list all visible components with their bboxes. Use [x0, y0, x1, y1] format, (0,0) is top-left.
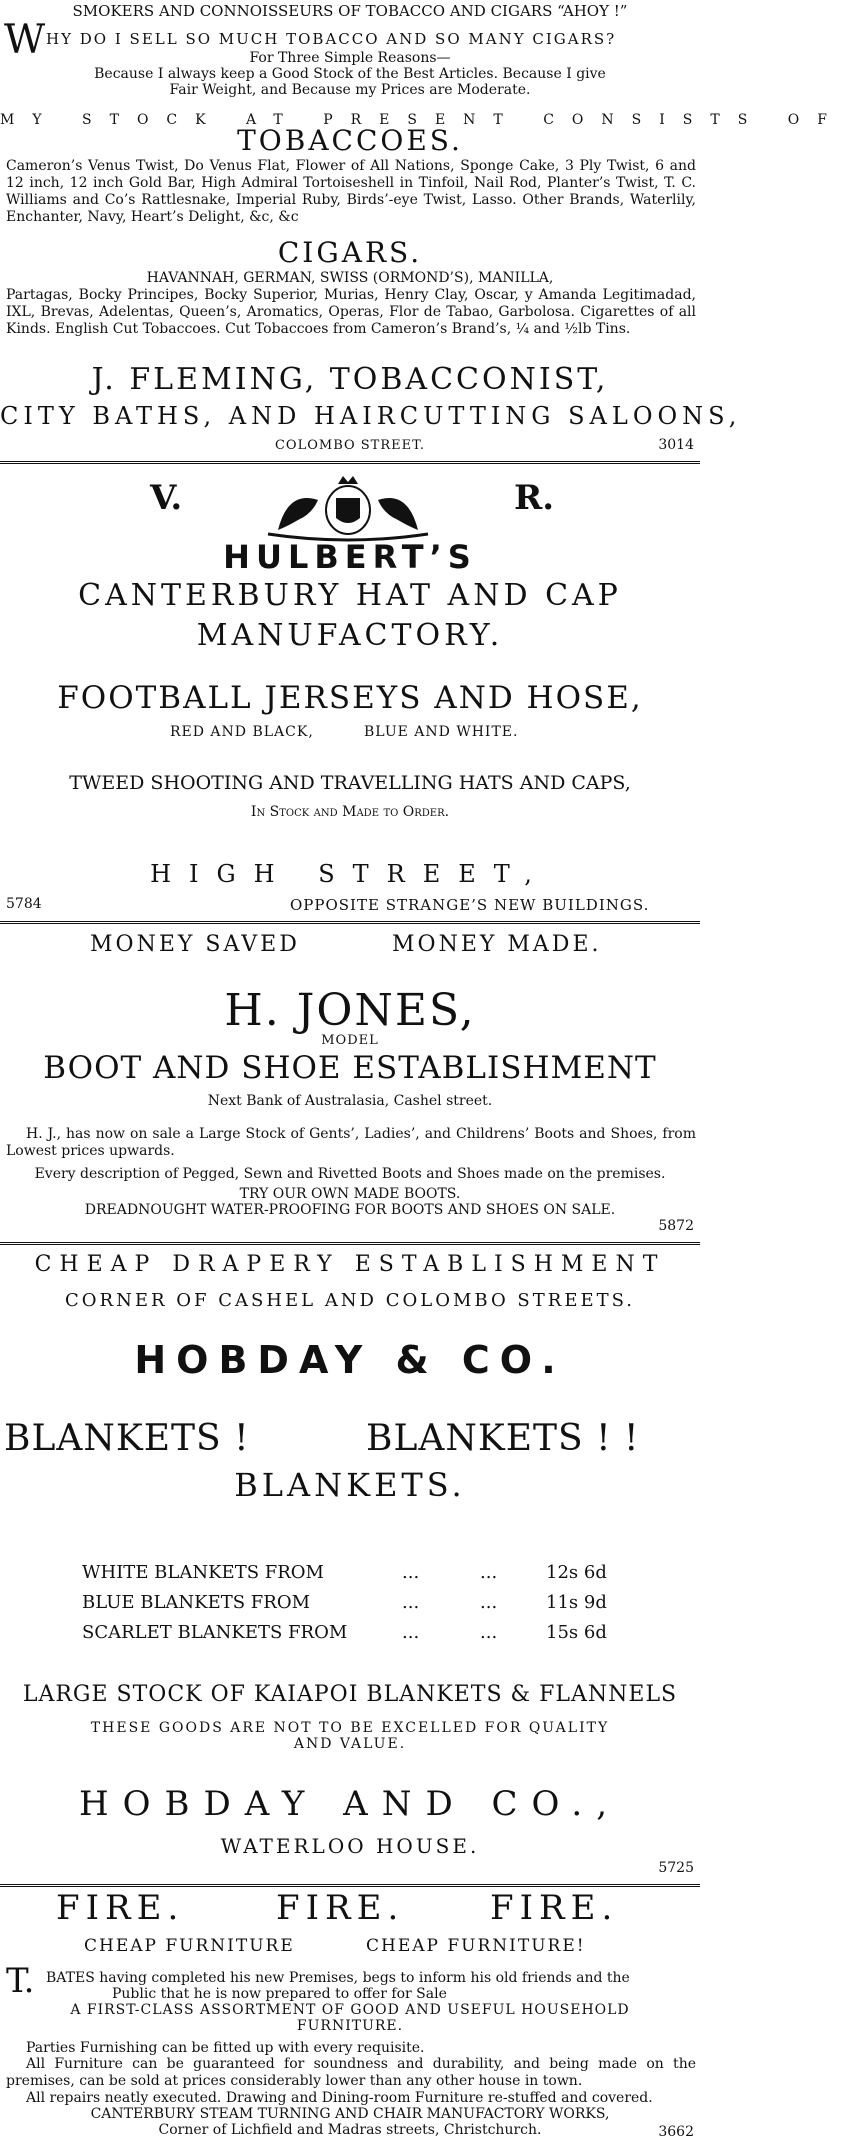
parties-line: Parties Furnishing can be fitted up with every requisite. [26, 2040, 425, 2056]
bates-drop-initial: T. [6, 1961, 35, 2001]
blanket-price-list [82, 1562, 642, 1652]
jones-name: H. JONES, [224, 985, 476, 1036]
price-dots: ... [480, 1622, 498, 1643]
jones-para-1: H. J., has now on sale a Large Stock of Gents’, Ladies’, and Childrens’ Boots and Shoes, from Lowest prices upwards. [6, 1126, 696, 1159]
stock-line: MY STOCK AT PRESENT CONSISTS OF [0, 112, 845, 128]
fleming-name: J. FLEMING, TOBACCONIST, [91, 362, 609, 397]
divider [0, 1242, 700, 1245]
fire-1: FIRE. [56, 1888, 185, 1928]
cigar-list: Partagas, Bocky Principes, Bocky Superior, Murias, Henry Clay, Oscar, y Amanda Legitimadad, IXL, Brevas, Adelentas, Queen’s, Aromatics, Operas, Flor de Tabao, Garbolosa. Cigarettes of all Kinds. English Cut Tobaccoes. Cut Tobaccoes from Cameron’s Brand’s, ¼ and ½lb Tins. [6, 287, 696, 337]
steam-works: CANTERBURY STEAM TURNING AND CHAIR MANUFACTORY WORKS, [90, 2106, 610, 2122]
ad-ref-number: 5725 [658, 1860, 694, 1876]
reasons-line-2: Fair Weight, and Because my Prices are Moderate. [169, 82, 531, 98]
assortment-line-2: FURNITURE. [296, 2018, 404, 2034]
divider [0, 1884, 700, 1887]
boot-title: BOOT AND SHOE ESTABLISHMENT [43, 1050, 657, 1086]
in-stock-line: In Stock and Made to Order. [250, 804, 450, 820]
fleming-address: COLOMBO STREET. [274, 438, 426, 453]
hobday-brand: HOBDAY & CO. [134, 1338, 566, 1382]
cigars-title: CIGARS. [277, 236, 423, 269]
hobday-name: HOBDAY AND CO., [78, 1784, 622, 1824]
quality-line-1: THESE GOODS ARE NOT TO BE EXCELLED FOR QUALITY [90, 1720, 610, 1736]
money-made: MONEY MADE. [392, 932, 602, 957]
try-boots: TRY OUR OWN MADE BOOTS. [239, 1186, 461, 1202]
price-dots: ... [402, 1622, 420, 1643]
ad-ref-number: 5784 [6, 896, 42, 912]
fire-2: FIRE. [276, 1888, 405, 1928]
assortment-line-1: A FIRST-CLASS ASSORTMENT OF GOOD AND USEFUL HOUSEHOLD [70, 2002, 630, 2018]
price-dots: ... [480, 1562, 498, 1583]
tobaccoes-title: TOBACCOES. [237, 124, 463, 157]
price-value: 15s 6d [546, 1622, 607, 1643]
fleming-business: CITY BATHS, AND HAIRCUTTING SALOONS, [0, 402, 742, 430]
tobacco-headline: SMOKERS AND CONNOISSEURS OF TOBACCO AND CIGARS “AHOY !” [72, 2, 628, 20]
reasons-line-1: Because I always keep a Good Stock of the Best Articles. Because I give [94, 66, 606, 82]
royal-coat-of-arms-icon [258, 470, 438, 540]
cheap-furniture-2: CHEAP FURNITURE! [366, 1936, 586, 1956]
price-dots: ... [402, 1592, 420, 1613]
price-dots: ... [480, 1592, 498, 1613]
colours-red-black: RED AND BLACK, [170, 724, 314, 740]
repairs-line: All repairs neatly executed. Drawing and Dining-room Furniture re-stuffed and covered. [26, 2090, 653, 2106]
blankets-3: BLANKETS. [234, 1466, 466, 1504]
hat-title-2: MANUFACTORY. [196, 618, 504, 653]
bates-intro-2: Public that he is now prepared to offer for Sale [112, 1986, 447, 2002]
hulberts-brand: HULBERT’S [223, 538, 477, 576]
model-label: MODEL [321, 1033, 379, 1048]
price-item: WHITE BLANKETS FROM [82, 1562, 324, 1583]
quality-line-2: AND VALUE. [293, 1736, 407, 1752]
football-jerseys: FOOTBALL JERSEYS AND HOSE, [57, 680, 643, 716]
cheap-furniture-1: CHEAP FURNITURE [84, 1936, 295, 1956]
opposite-stranges: OPPOSITE STRANGE’S NEW BUILDINGS. [290, 896, 650, 914]
guarantee-para: All Furniture can be guaranteed for soundness and durability, and being made on the premises, can be sold at prices considerably lower than any other house in town. [6, 2056, 696, 2089]
price-row [82, 1562, 642, 1592]
reasons-title: For Three Simple Reasons— [249, 50, 451, 66]
ad-ref-number: 3014 [658, 437, 694, 453]
hat-title-1: CANTERBURY HAT AND CAP [78, 578, 622, 613]
v-letter: V. [150, 478, 183, 518]
tweed-hats: TWEED SHOOTING AND TRAVELLING HATS AND CAPS, [69, 772, 631, 794]
fire-3: FIRE. [490, 1888, 619, 1928]
jones-location: Next Bank of Australasia, Cashel street. [207, 1093, 493, 1109]
colours-blue-white: BLUE AND WHITE. [364, 724, 519, 740]
cigar-origins: HAVANNAH, GERMAN, SWISS (ORMOND’S), MANILLA, [146, 270, 554, 286]
why-drop-initial: W [4, 17, 46, 63]
price-value: 11s 9d [546, 1592, 607, 1613]
high-street: HIGH STREET, [150, 860, 550, 888]
price-dots: ... [402, 1562, 420, 1583]
money-saved: MONEY SAVED [90, 932, 300, 957]
blankets-2: BLANKETS ! ! [366, 1418, 640, 1459]
ad-ref-number: 5872 [658, 1218, 694, 1234]
ad-ref-number: 3662 [658, 2124, 694, 2140]
divider [0, 461, 700, 464]
price-item: BLUE BLANKETS FROM [82, 1592, 311, 1613]
why-line: HY DO I SELL SO MUCH TOBACCO AND SO MANY CIGARS? [46, 30, 617, 48]
waterloo-house: WATERLOO HOUSE. [220, 1834, 480, 1858]
price-row [82, 1592, 642, 1622]
price-value: 12s 6d [546, 1562, 607, 1583]
cheap-drapery: CHEAP DRAPERY ESTABLISHMENT [34, 1252, 666, 1277]
kaiapoi-line: LARGE STOCK OF KAIAPOI BLANKETS & FLANNELS [22, 1682, 678, 1707]
divider [0, 921, 700, 924]
cashel-corner: CORNER OF CASHEL AND COLOMBO STREETS. [64, 1290, 636, 1311]
lichfield-corner: Corner of Lichfield and Madras streets, Christchurch. [158, 2122, 542, 2138]
price-item: SCARLET BLANKETS FROM [82, 1622, 348, 1643]
bates-intro-1: BATES having completed his new Premises, begs to inform his old friends and the [46, 1970, 630, 1986]
dreadnought-line: DREADNOUGHT WATER-PROOFING FOR BOOTS AND SHOES ON SALE. [84, 1202, 616, 1218]
r-letter: R. [514, 478, 555, 518]
jones-para-2: Every description of Pegged, Sewn and Rivetted Boots and Shoes made on the premises. [34, 1166, 666, 1182]
tobacco-list: Cameron’s Venus Twist, Do Venus Flat, Flower of All Nations, Sponge Cake, 3 Ply Twist, 6 and 12 inch, 12 inch Gold Bar, High Admiral Tortoiseshell in Tinfoil, Nail Rod, Planter’s Twist, T. C. Williams and Co’s Rattlesnake, Imperial Ruby, Birds’-eye Twist, Lasso. Other Brands, Waterlily, Enchanter, Navy, Heart’s Delight, &c, &c [6, 158, 696, 225]
blankets-1: BLANKETS ! [4, 1418, 250, 1459]
price-row [82, 1622, 642, 1652]
